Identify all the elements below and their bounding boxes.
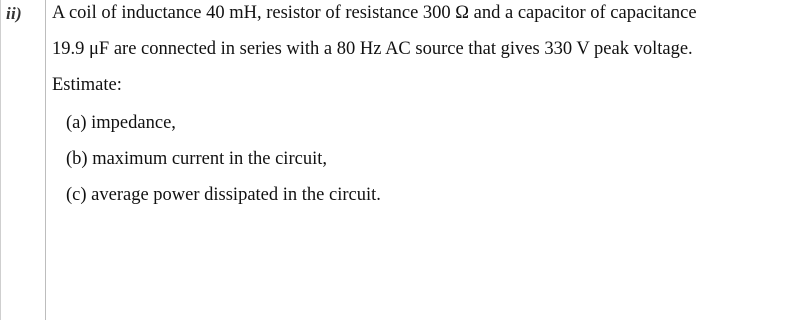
question-text-line-1: A coil of inductance 40 mH, resistor of resistance 300 Ω and a capacitor of capacitance [52, 3, 697, 23]
part-b: (b) maximum current in the circuit, [66, 149, 327, 169]
part-c: (c) average power dissipated in the circuit. [66, 185, 381, 205]
column-divider [45, 0, 46, 320]
part-a: (a) impedance, [66, 113, 176, 133]
question-prompt-estimate: Estimate: [52, 75, 122, 95]
left-border [0, 0, 1, 320]
question-text-line-2: 19.9 μF are connected in series with a 80 Hz AC source that gives 330 V peak voltage. [52, 39, 693, 59]
question-number: ii) [6, 4, 23, 23]
